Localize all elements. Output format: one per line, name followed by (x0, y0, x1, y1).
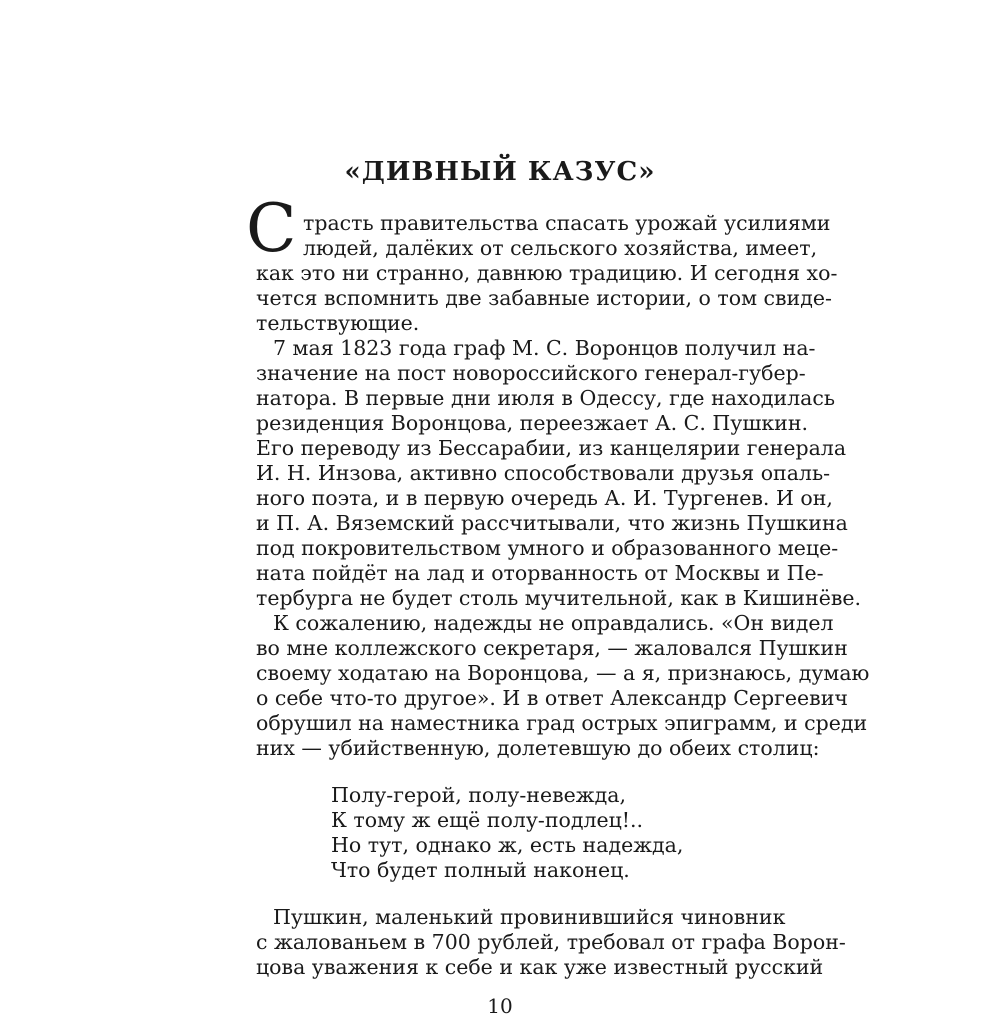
page-number: 10 (487, 994, 513, 1018)
text-line: ного поэта, и в первую очередь А. И. Тургенев. И он, (256, 486, 833, 510)
text-line: значение на пост новороссийского генерал-губер- (256, 361, 806, 385)
text-line: Пушкин, маленький провинившийся чиновник (273, 905, 786, 929)
text-line: и П. А. Вяземский рассчитывали, что жизнь Пушкина (256, 511, 848, 535)
text-line: тербурга не будет столь мучительной, как в Кишинёве. (256, 586, 862, 610)
text-line: чется вспомнить две забавные истории, о том свиде- (256, 286, 832, 310)
verse-line: К тому ж ещё полу-подлец!.. (331, 808, 644, 832)
text-line: трасть правительства спасать урожай усилиями (303, 211, 831, 235)
text-line: натора. В первые дни июля в Одессу, где находилась (256, 386, 836, 410)
text-line: ната пойдёт на лад и оторванность от Москвы и Пе- (256, 561, 824, 585)
text-line: К сожалению, надежды не оправдались. «Он видел (273, 611, 834, 635)
text-line: под покровительством умного и образованного меце- (256, 536, 839, 560)
verse-line: Что будет полный наконец. (331, 858, 630, 882)
text-line: людей, далёких от сельского хозяйства, имеет, (303, 236, 818, 260)
text-line: о себе что-то другое». И в ответ Александр Сергеевич (256, 686, 848, 710)
text-line: цова уважения к себе и как уже известный русский (256, 955, 824, 979)
text-line: обрушил на наместника град острых эпиграмм, и среди (256, 711, 868, 735)
text-line: Его переводу из Бессарабии, из канцелярии генерала (256, 436, 847, 460)
text-line: с жалованьем в 700 рублей, требовал от графа Ворон- (256, 930, 846, 954)
text-line: 7 мая 1823 года граф М. С. Воронцов получил на- (273, 336, 816, 360)
chapter-title: «ДИВНЫЙ КАЗУС» (344, 157, 656, 187)
text-line: своему ходатаю на Воронцова, — а я, признаюсь, думаю (256, 661, 870, 685)
verse-line: Но тут, однако ж, есть надежда, (331, 833, 684, 857)
text-line: резиденция Воронцова, переезжает А. С. Пушкин. (256, 411, 809, 435)
text-line: них — убийственную, долетевшую до обеих столиц: (256, 736, 820, 760)
text-line: во мне коллежского секретаря, — жаловался Пушкин (256, 636, 848, 660)
text-line: И. Н. Инзова, активно способствовали друзья опаль- (256, 461, 831, 485)
drop-cap: С (246, 190, 297, 267)
text-line: тельствующие. (256, 311, 420, 335)
verse-line: Полу-герой, полу-невежда, (331, 783, 626, 807)
text-line: как это ни странно, давнюю традицию. И сегодня хо- (256, 261, 838, 285)
